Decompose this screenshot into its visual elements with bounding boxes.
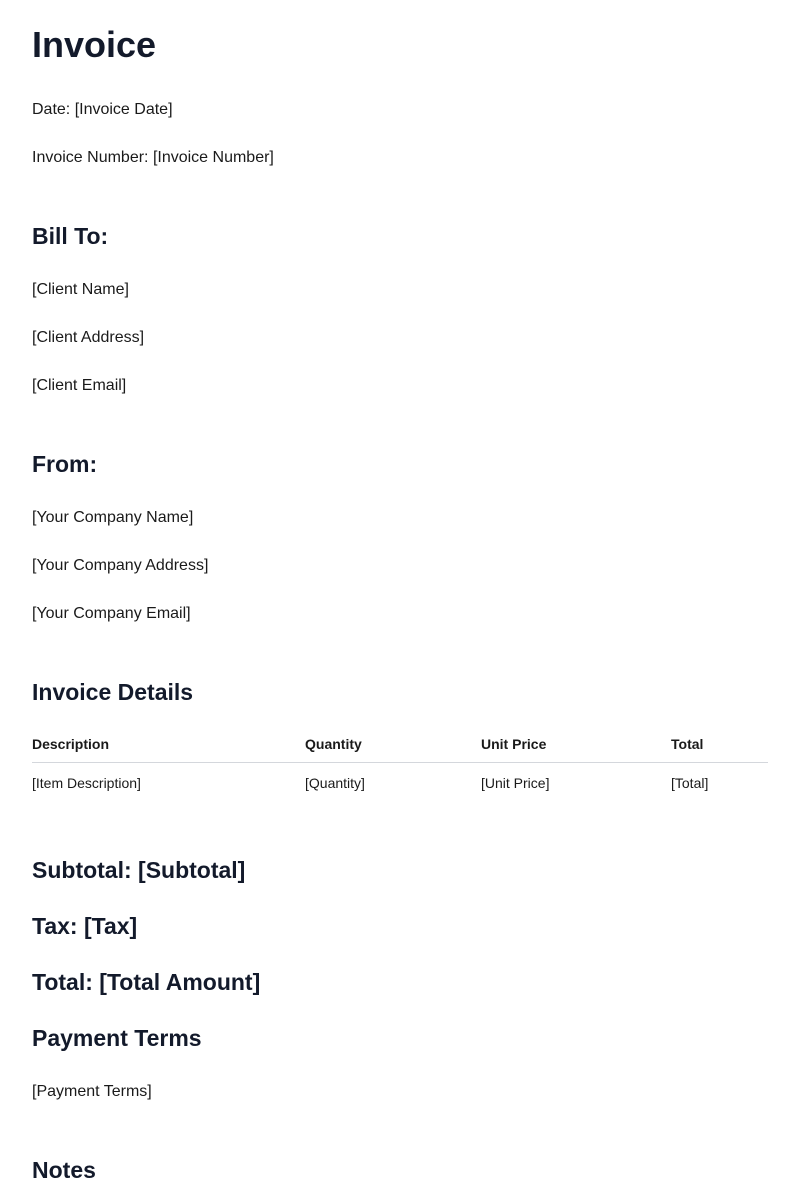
- company-name: [Your Company Name]: [32, 509, 194, 526]
- cell-unit-price: [Unit Price]: [481, 775, 550, 791]
- column-header-unit-price: Unit Price: [481, 732, 671, 763]
- company-address: [Your Company Address]: [32, 557, 209, 574]
- page-title: Invoice: [32, 24, 157, 65]
- column-header-description: Description: [32, 732, 305, 763]
- client-address: [Client Address]: [32, 329, 145, 346]
- total-amount: Total: [Total Amount]: [32, 969, 261, 995]
- payment-terms-text: [Payment Terms]: [32, 1083, 152, 1100]
- cell-description: [Item Description]: [32, 775, 141, 791]
- subtotal: Subtotal: [Subtotal]: [32, 857, 246, 883]
- invoice-details-heading: Invoice Details: [32, 679, 194, 705]
- column-header-total: Total: [671, 732, 768, 763]
- tax: Tax: [Tax]: [32, 913, 138, 939]
- table-row: [32, 763, 768, 800]
- invoice-date: Date: [Invoice Date]: [32, 101, 173, 118]
- bill-to-heading: Bill To:: [32, 223, 109, 249]
- from-heading: From:: [32, 451, 98, 477]
- invoice-number: Invoice Number: [Invoice Number]: [32, 149, 274, 166]
- company-email: [Your Company Email]: [32, 605, 191, 622]
- payment-terms-heading: Payment Terms: [32, 1025, 202, 1051]
- client-email: [Client Email]: [32, 377, 127, 394]
- cell-total: [Total]: [671, 775, 709, 791]
- column-header-quantity: Quantity: [305, 732, 481, 763]
- notes-heading: Notes: [32, 1157, 96, 1183]
- table-header-row: [32, 732, 768, 763]
- cell-quantity: [Quantity]: [305, 775, 365, 791]
- invoice-items-table: [32, 732, 768, 799]
- client-name: [Client Name]: [32, 281, 129, 298]
